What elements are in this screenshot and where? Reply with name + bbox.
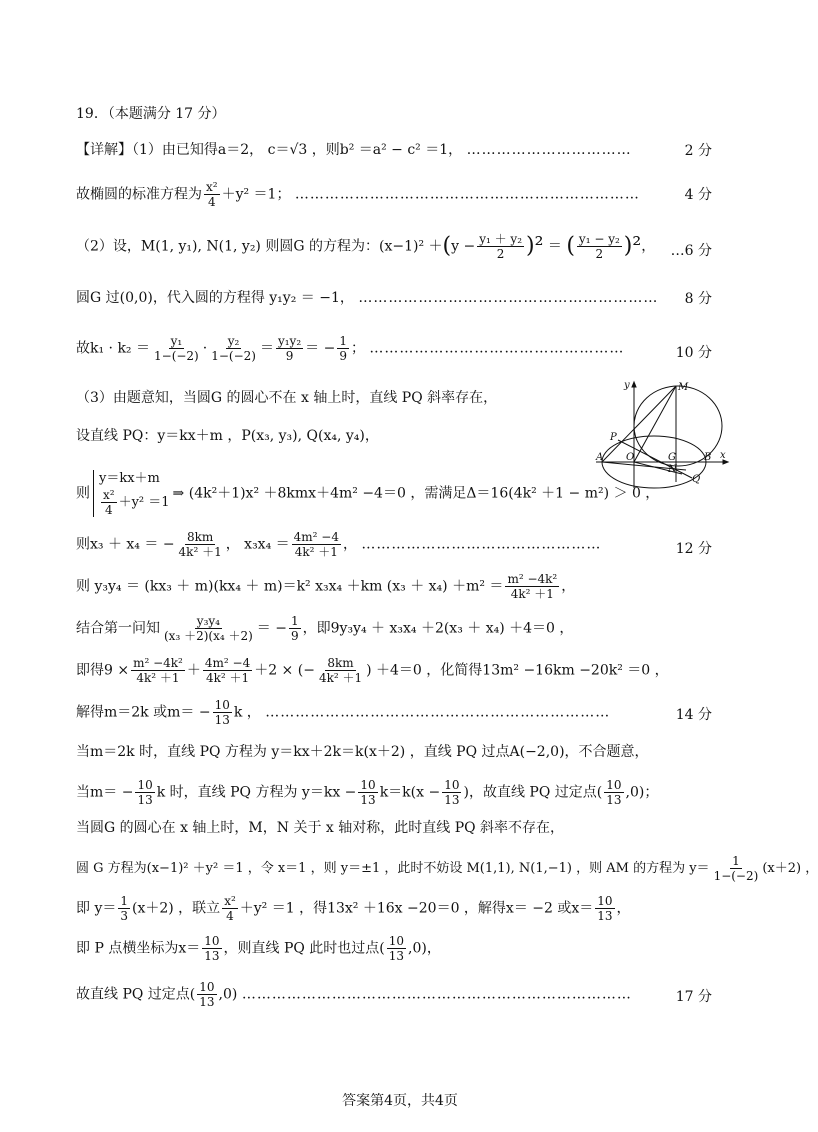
score-5: 10 分 (675, 345, 712, 361)
solution-line-3: （2）设，M(1, y₁), N(1, y₂) 则圆G 的方程为：(x−1)² ＋(y − $\frac{\text{y₁ ＋ y₂}}{2}$ )² ＝ ( $\frac{\text{y₁ − y₂}}{2}$ )²， (76, 232, 656, 261)
system-eq-2: ＋y² ＝1 (118, 495, 170, 510)
line13-text-a: 解得m＝2k 或m＝ − (76, 704, 211, 721)
solution-line-8 (76, 470, 659, 517)
leader-dots: …………………………………………………… (358, 290, 659, 306)
fraction: $\frac{\text{m² −4k²}}{\text{4k² ＋1}}$ (507, 572, 558, 601)
line5-text-b: ； (350, 340, 365, 357)
line15-text-c: k＝k(x − (379, 784, 441, 801)
line17-text-a: 圆 G 方程为(x−1)² ＋y² ＝1 ，令 x＝1 ，则 y＝±1 ，此时不妨设 M(1,1), N(1,−1) ，则 AM 的方程为 y＝ (76, 861, 710, 876)
fraction: $\frac{8km}{\text{4k² ＋1}}$ (318, 656, 363, 685)
fraction: $\frac{1}{9}$ (290, 614, 299, 643)
fraction: $\frac{\text{y₃y₄}}{\text{(x₃ ＋2)(x₄ ＋2)}}$ (164, 614, 253, 643)
line4-text: 圆G 过(0,0)，代入圆的方程得 y₁y₂ ＝ −1， (76, 290, 354, 306)
page-footer: 答案第4页，共4页 (342, 1093, 458, 1109)
fraction: $\frac{\text{x²}}{4}$ (224, 894, 236, 923)
line3-text-c: ， (641, 238, 656, 255)
fraction: $\frac{\text{x²}}{4}$ (103, 488, 115, 517)
line12-text-a: 即得9 × (76, 662, 130, 679)
fraction: $\frac{10}{13}$ (444, 778, 460, 807)
system-eq-1: y＝kx＋m (99, 471, 160, 486)
line20-text-b: ,0) (218, 986, 238, 1003)
fraction: $\frac{1}{9}$ (339, 334, 347, 363)
fraction: $\frac{\text{y₁}}{1-(-2)}$ (154, 334, 199, 363)
label-q: Q (692, 474, 701, 485)
fraction: $\frac{\text{y₂}}{1-(-2)}$ (211, 334, 256, 363)
label-n: N (668, 464, 677, 475)
line2-text-b: ＋y² ＝1； (221, 186, 291, 203)
line9-text-a: 则x₃ ＋ x₄ ＝ − (76, 536, 175, 553)
line5-text-a: 故k₁ · k₂ ＝ (76, 340, 150, 357)
line12-text-d: ) ＋4＝0 ，化简得13m² −16km −20k² ＝0 ， (366, 662, 669, 679)
label-b: B (704, 452, 712, 463)
line12-text-b: ＋ (186, 662, 201, 679)
label-p: P (610, 432, 617, 443)
line18-text-a: 即 y＝ (76, 900, 117, 917)
solution-line-18 (76, 894, 631, 923)
solution-line-11 (76, 614, 573, 643)
solution-line-6: （3）由题意知，当圆G 的圆心不在 x 轴上时，直线 PQ 斜率存在， (76, 390, 498, 406)
line19-text-c: ,0)， (408, 940, 441, 957)
y-axis-arrow (632, 382, 636, 387)
solution-line-2 (76, 180, 640, 209)
fraction: $\frac{8km}{\text{4k² ＋1}}$ (178, 530, 222, 559)
label-m: M (678, 382, 689, 393)
label-a: A (596, 452, 604, 463)
solution-line-16: 当圆G 的圆心在 x 轴上时，M，N 关于 x 轴对称，此时直线 PQ 斜率不存在， (76, 820, 565, 836)
line2-text-a: 故椭圆的标准方程为 (76, 186, 202, 203)
line18-text-d: ， (616, 900, 631, 917)
line13-text-b: k ， (233, 704, 261, 721)
line10-text-b: ， (561, 578, 576, 595)
fraction: $\frac{10}{13}$ (214, 698, 230, 727)
line17-text-b: (x＋2) ， (762, 861, 818, 876)
score-13: 14 分 (675, 707, 712, 723)
line19-text-b: ，则直线 PQ 此时也过点( (223, 940, 385, 957)
score-2: 4 分 (684, 187, 712, 203)
solution-line-14: 当m＝2k 时，直线 PQ 方程为 y＝kx＋2k＝k(x＋2) ，直线 PQ 过点A(−2,0)，不合题意， (76, 744, 649, 760)
line11-text-a: 结合第一问知 (76, 620, 160, 637)
solution-line-12 (76, 656, 669, 685)
score-1: 2 分 (684, 143, 712, 159)
label-g: G (668, 452, 676, 463)
leader-dots: …………………………………………………………… (265, 704, 611, 721)
fraction: $\frac{\text{4m² −4}}{\text{4k² ＋1}}$ (293, 530, 339, 559)
solution-line-7: 设直线 PQ：y＝kx＋m ，P(x₃, y₃), Q(x₄, y₄)， (76, 428, 379, 444)
line11-text-b: ＝ − (256, 620, 287, 637)
fraction: $\frac{10}{13}$ (597, 894, 613, 923)
line18-text-c: ＋y² ＝1 ，得13x² ＋16x −20＝0 ，解得x＝ −2 或x＝ (239, 900, 594, 917)
fraction: $\frac{\text{y₁ ＋ y₂}}{2}$ (479, 232, 523, 261)
fraction: $\frac{1}{3}$ (120, 894, 128, 923)
line15-text-b: k 时，直线 PQ 方程为 y＝kx − (156, 784, 357, 801)
line11-text-c: ，即9y₃y₄ ＋ x₃x₄ ＋2(x₃ ＋ x₄) ＋4＝0 ， (302, 620, 574, 637)
fraction: $\frac{\text{x²}}{4}$ (206, 180, 218, 209)
fraction: $\frac{\text{y₁y₂}}{9}$ (277, 334, 302, 363)
fraction: $\frac{10}{13}$ (360, 778, 376, 807)
line-om (634, 386, 676, 462)
line8-prefix: 则 (76, 485, 90, 502)
leader-dots: …………………………… (466, 142, 632, 158)
solution-line-1 (76, 140, 632, 160)
line15-text-e: ,0)； (625, 784, 659, 801)
solution-line-5: 故k₁ · k₂ ＝ $\frac{\text{y₁}}{1-(-2)}$ · $\frac{\text{y₂}}{1-(-2)}$ ＝ $\frac{\text{y₁y₂}}{9}$ ＝ − $\frac{1}{9}$ ； …………………………………………… (76, 334, 625, 363)
solution-line-20 (76, 980, 632, 1009)
solution-line-15 (76, 778, 658, 807)
fraction: $\frac{10}{13}$ (204, 934, 220, 963)
line15-text-a: 当m＝ − (76, 784, 134, 801)
leader-dots: …………………………………………… (369, 340, 625, 357)
line19-text-a: 即 P 点横坐标为x＝ (76, 940, 201, 957)
score-9: 12 分 (675, 541, 712, 557)
solution-line-4 (76, 288, 658, 308)
solution-line-10 (76, 572, 575, 601)
line1-text: 【详解】（1）由已知得a＝2， c＝√3 ，则b² ＝a² − c² ＝1， (76, 142, 463, 158)
problem-header: 19．（本题满分 17 分） (76, 106, 226, 122)
line12-text-c: ＋2 × (− (254, 662, 315, 679)
line20-text-a: 故直线 PQ 过定点( (76, 986, 196, 1003)
line8-tail: ⇒ (4k²＋1)x² ＋8kmx＋4m² −4＝0 ，需满足Δ＝16(4k² ＋1 − m²) ＞ 0 ， (172, 485, 660, 502)
solution-line-17 (76, 854, 818, 883)
line10-text-a: 则 y₃y₄ ＝ (kx₃ ＋ m)(kx₄ ＋ m)＝k² x₃x₄ ＋km (x₃ ＋ x₄) ＋m² ＝ (76, 578, 504, 595)
fraction: $\frac{1}{1-(-2)}$ (713, 854, 759, 883)
line18-text-b: (x＋2) ，联立 (132, 900, 221, 917)
leader-dots: …………………………………………………………………… (241, 986, 632, 1003)
fraction: $\frac{\text{m² −4k²}}{\text{4k² ＋1}}$ (133, 656, 183, 685)
label-x: x (720, 450, 726, 461)
solution-line-13 (76, 698, 610, 727)
label-o: O (626, 452, 635, 463)
line9-text-c: ， (342, 536, 357, 553)
fraction: $\frac{\text{y₁ − y₂}}{2}$ (578, 232, 620, 261)
equation-system (93, 470, 170, 517)
solution-line-19 (76, 934, 441, 963)
fraction: $\frac{10}{13}$ (388, 934, 405, 963)
score-4: 8 分 (684, 291, 712, 307)
score-20: 17 分 (675, 989, 712, 1005)
leader-dots: ………………………………………… (361, 536, 602, 553)
leader-dots: …………………………………………………………… (294, 186, 640, 203)
line15-text-d: )，故直线 PQ 过定点( (463, 784, 603, 801)
fraction: $\frac{10}{13}$ (606, 778, 622, 807)
ellipse-circle-figure (596, 378, 732, 488)
line9-text-b: ， x₃x₄ ＝ (225, 536, 290, 553)
fraction: $\frac{10}{13}$ (137, 778, 153, 807)
fraction: $\frac{10}{13}$ (199, 980, 215, 1009)
line3-text-a: （2）设，M(1, y₁), N(1, y₂) 则圆G 的方程为：(x−1)² ＋ (76, 238, 443, 255)
score-3: …6 分 (670, 243, 712, 259)
fraction: $\frac{\text{4m² −4}}{\text{4k² ＋1}}$ (204, 656, 251, 685)
line3-text-b: y − (451, 238, 476, 255)
solution-line-9 (76, 530, 601, 559)
label-y: y (624, 380, 630, 391)
